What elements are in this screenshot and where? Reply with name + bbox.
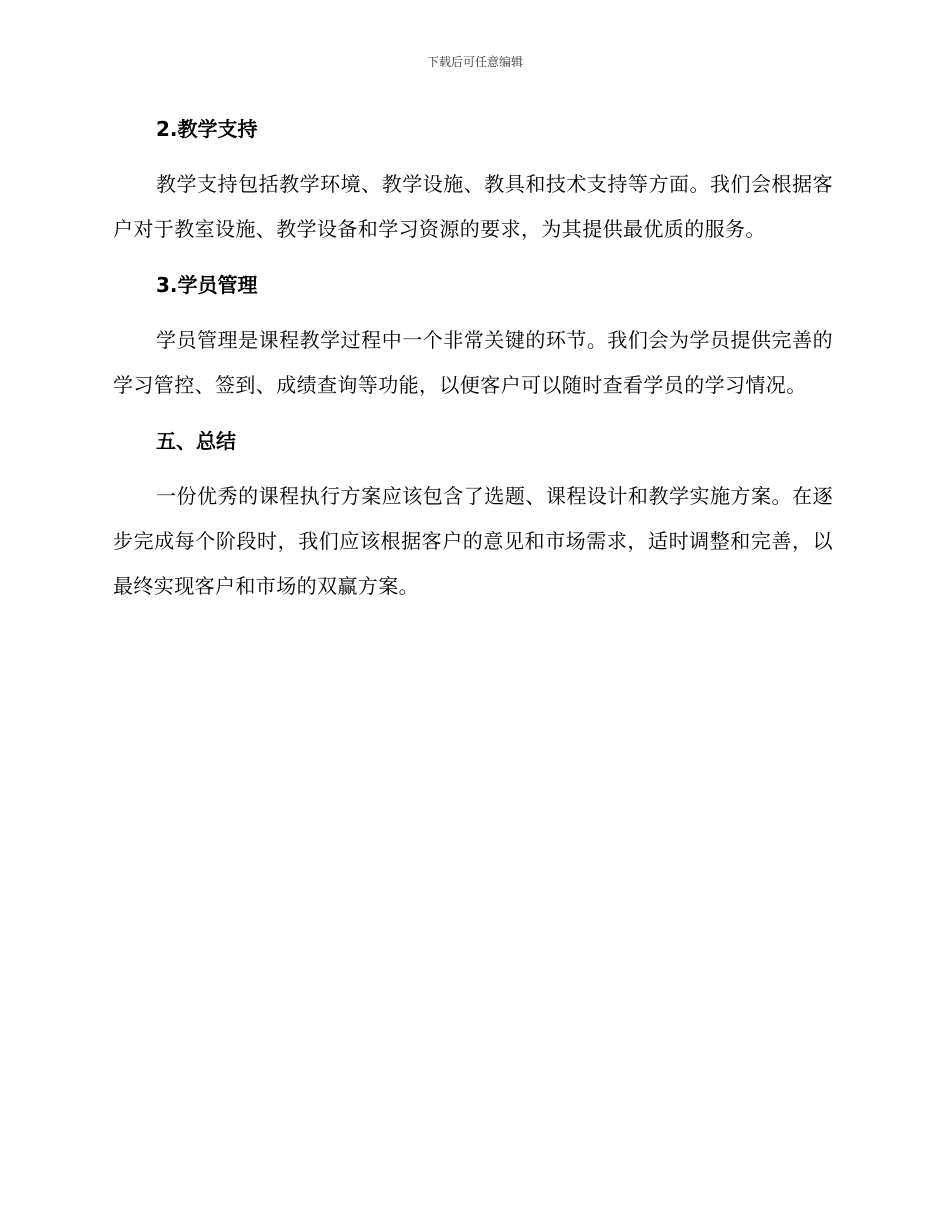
section-paragraph-student-management: 学员管理是课程教学过程中一个非常关键的环节。我们会为学员提供完善的学习管控、签到、成绩查询等功能，以便客户可以随时查看学员的学习情况。 — [113, 328, 833, 397]
section-heading-summary: 五、总结 — [156, 429, 236, 453]
section-paragraph-summary: 一份优秀的课程执行方案应该包含了选题、课程设计和教学实施方案。在逐步完成每个阶段时，我们应该根据客户的意见和市场需求，适时调整和完善，以最终实现客户和市场的双赢方案。 — [113, 484, 833, 598]
section-heading-teaching-support: 2.教学支持 — [156, 117, 258, 141]
section-paragraph-teaching-support: 教学支持包括教学环境、教学设施、教具和技术支持等方面。我们会根据客户对于教室设施、教学设备和学习资源的要求，为其提供最优质的服务。 — [113, 172, 833, 241]
page-header: 下载后可任意编辑 — [426, 55, 523, 69]
document-body — [113, 112, 833, 609]
section-heading-student-management: 3.学员管理 — [156, 273, 258, 297]
